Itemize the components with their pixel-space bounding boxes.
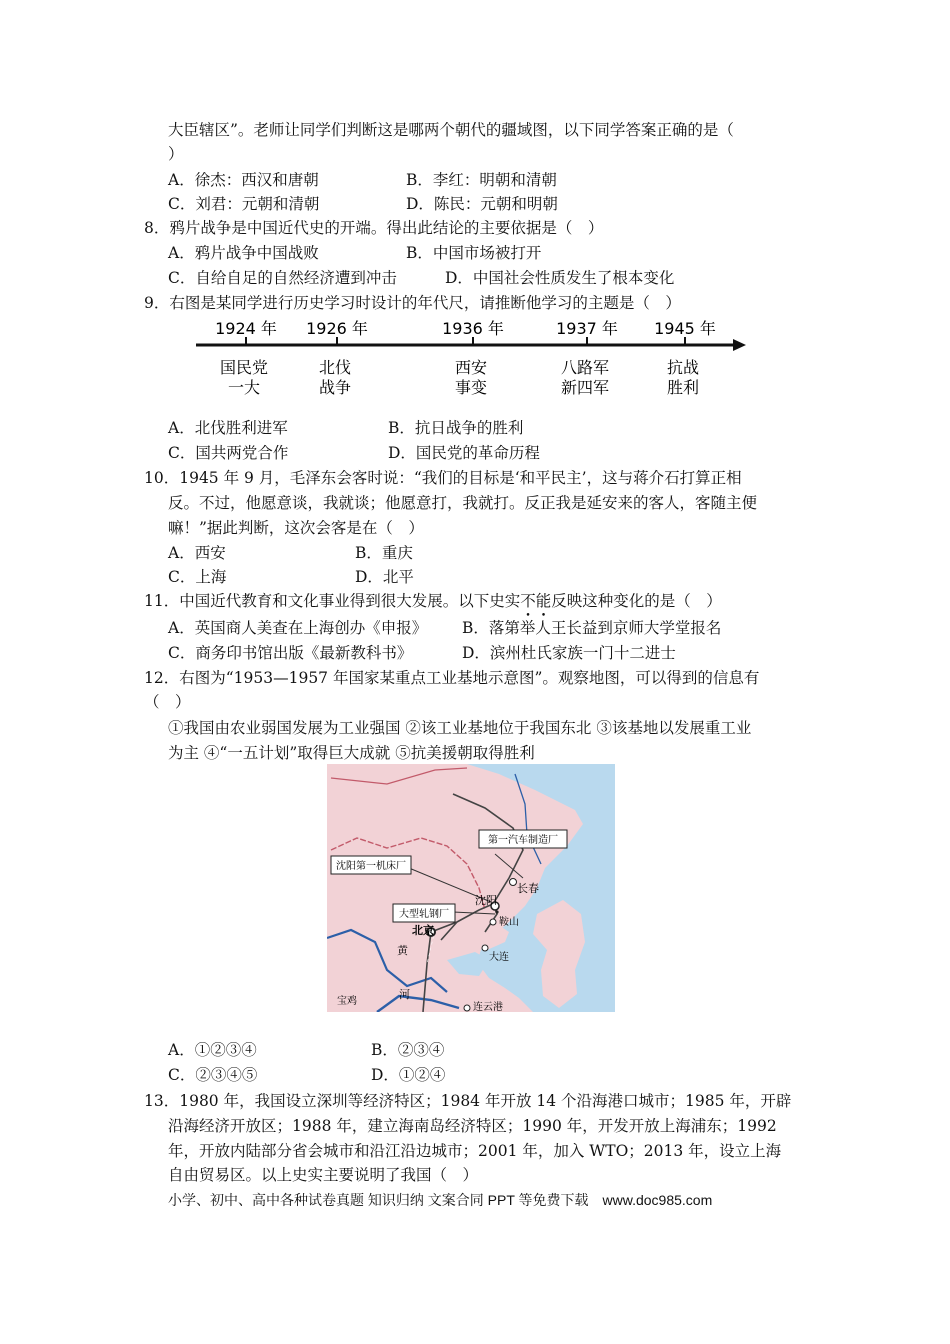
q11-stem-post: 反映这种变化的是（ ） [551, 592, 722, 610]
q12-option-b[interactable]: B．②③④ [371, 1041, 445, 1059]
map-label-shenyang: 沈阳 [475, 894, 497, 907]
timeline-event-line2: 胜利 [666, 378, 700, 397]
q10-option-b[interactable]: B．重庆 [355, 544, 413, 562]
q10-stem-line3: 嘛！”据此判断，这次会客是在（ ） [168, 519, 424, 537]
q10-option-a[interactable]: A．西安 [168, 544, 226, 562]
q13-stem-line4: 自由贸易区。以上史实主要说明了我国（ ） [168, 1166, 479, 1184]
map-label-he: 河 [399, 988, 410, 1001]
q7-option-c[interactable]: C．刘君：元朝和清朝 [168, 195, 320, 213]
q10-option-c[interactable]: C．上海 [168, 568, 227, 586]
timeline-event-line1: 西安 [454, 358, 488, 377]
q8-option-b[interactable]: B．中国市场被打开 [406, 244, 542, 262]
q9-option-d[interactable]: D．国民党的革命历程 [388, 444, 540, 462]
map-label-huang: 黄 [397, 944, 408, 957]
timeline-event-line2: 事变 [454, 378, 488, 397]
q12-stem-line1: 12．右图为“1953—1957 年国家某重点工业基地示意图”。观察地图，可以得到的信息有 [144, 669, 760, 687]
timeline-year: 1936 年 [442, 319, 504, 338]
map-city-anshan [490, 919, 496, 925]
map-label-anshan: 鞍山 [499, 917, 519, 928]
q11-emphasis-neng: 能 [535, 592, 552, 610]
page-footer: 小学、初中、高中各种试卷真题 知识归纳 文案合同 PPT 等免费下载 www.doc985.com [168, 1192, 713, 1208]
map-city-lianyungang [464, 1005, 470, 1011]
q11-option-a[interactable]: A．英国商人美查在上海创办《申报》 [168, 619, 428, 637]
map-label-changchun: 长春 [517, 882, 539, 895]
q11-option-c[interactable]: C．商务印书馆出版《最新教科书》 [168, 644, 413, 662]
timeline-event-line1: 国民党 [219, 358, 269, 377]
timeline-year: 1945 年 [654, 319, 716, 338]
map-label-factory2: 沈阳第一机床厂 [336, 861, 406, 872]
q12-option-a[interactable]: A．①②③④ [168, 1041, 257, 1059]
q8-stem: 8．鸦片战争是中国近代史的开端。得出此结论的主要依据是（ ） [144, 219, 604, 237]
timeline-year: 1924 年 [215, 319, 277, 338]
q7-option-b[interactable]: B．李红：明朝和清朝 [406, 171, 557, 189]
q13-stem-line1: 13．1980 年，我国设立深圳等经济特区；1984 年开放 14 个沿海港口城市；1985 年，开辟 [144, 1092, 792, 1110]
timeline-event-line2: 新四军 [560, 378, 610, 397]
timeline-event-line2: 一大 [227, 378, 261, 397]
q9-option-b[interactable]: B．抗日战争的胜利 [388, 419, 524, 437]
map-label-baoji: 宝鸡 [337, 996, 357, 1007]
q11-stem-pre: 11．中国近代教育和文化事业得到很大发展。以下史实 [144, 592, 521, 610]
map-city-shenyang-dot [495, 910, 498, 913]
timeline-year: 1926 年 [306, 319, 368, 338]
q12-industrial-base-map [327, 764, 615, 1012]
q10-stem-line2: 反。不过，他愿意谈，我就谈；他愿意打，我就打。反正我是延安来的客人，客随主便 [168, 494, 758, 512]
q7-stem-paren: ） [168, 145, 184, 163]
q12-stem-line4: 为主 ④“一五计划”取得巨大成就 ⑤抗美援朝取得胜利 [168, 744, 535, 762]
q7-option-a[interactable]: A．徐杰：西汉和唐朝 [168, 171, 319, 189]
map-label-dalian: 大连 [489, 952, 509, 963]
q9-stem: 9．右图是某同学进行历史学习时设计的年代尺，请推断他学习的主题是（ ） [144, 294, 681, 312]
q10-stem-line1: 10．1945 年 9 月，毛泽东会客时说：“我们的目标是‘和平民主’，这与蒋介石打算正相 [144, 469, 742, 487]
q10-option-d[interactable]: D．北平 [355, 568, 414, 586]
q7-stem-continued: 大臣辖区”。老师让同学们判断这是哪两个朝代的疆域图，以下同学答案正确的是（ [168, 121, 734, 139]
q11-stem [144, 591, 722, 611]
q13-stem-line3: 年，开放内陆部分省会城市和沿江沿边城市；2001 年，加入 WTO；2013 年，设立上海 [168, 1142, 782, 1160]
timeline-year: 1937 年 [556, 319, 618, 338]
q13-stem-line2: 沿海经济开放区；1988 年，建立海南岛经济特区；1990 年，开发开放上海浦东；1992 [168, 1117, 777, 1135]
q12-stem-line3: ①我国由农业弱国发展为工业强国 ②该工业基地位于我国东北 ③该基地以发展重工业 [168, 719, 752, 737]
q9-timeline [190, 312, 760, 407]
q7-option-d[interactable]: D．陈民：元朝和明朝 [406, 195, 558, 213]
q8-option-d[interactable]: D．中国社会性质发生了根本变化 [445, 269, 675, 287]
q9-option-a[interactable]: A．北伐胜利进军 [168, 419, 288, 437]
map-label-factory3: 大型轧钢厂 [399, 909, 449, 920]
q11-option-d[interactable]: D．滨州杜氏家族一门十二进士 [462, 644, 676, 662]
timeline-event-line1: 抗战 [666, 358, 700, 377]
q9-option-c[interactable]: C．国共两党合作 [168, 444, 289, 462]
timeline-event-line2: 战争 [318, 378, 352, 397]
q11-option-b[interactable]: B．落第举人王长益到京师大学堂报名 [462, 619, 722, 637]
map-label-beijing: 北京 [412, 924, 434, 937]
map-label-lianyungang: 连云港 [473, 1002, 503, 1012]
timeline-event-line1: 北伐 [318, 358, 352, 377]
map-city-changchun [510, 879, 517, 886]
q12-option-d[interactable]: D．①②④ [371, 1066, 446, 1084]
q12-option-c[interactable]: C．②③④⑤ [168, 1066, 258, 1084]
q8-option-a[interactable]: A．鸦片战争中国战败 [168, 244, 319, 262]
map-city-dalian [482, 945, 488, 951]
timeline-arrow-icon [733, 339, 746, 351]
map-label-factory1: 第一汽车制造厂 [488, 835, 558, 846]
q11-emphasis-bu: 不 [520, 592, 536, 610]
timeline-event-line1: 八路军 [560, 358, 610, 377]
q12-stem-line2: （ ） [144, 693, 191, 711]
q8-option-c[interactable]: C．自给自足的自然经济遭到冲击 [168, 269, 397, 287]
